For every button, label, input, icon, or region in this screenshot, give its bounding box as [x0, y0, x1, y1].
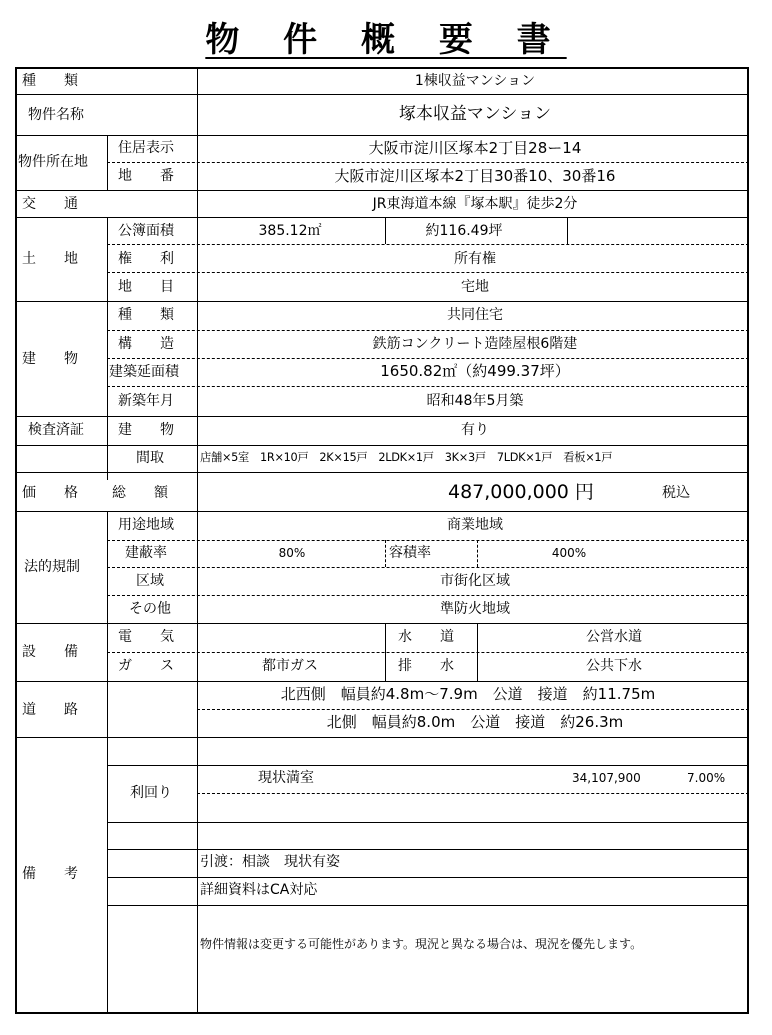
row-line [107, 330, 749, 331]
col-divider-sub [107, 511, 108, 1013]
layout-value: 店舗×5室 1R×10戸 2K×15戸 2LDK×1戸 3K×3戸 7LDK×1戸 看板×1戸 [200, 451, 613, 464]
building-built-label: 新築年月 [118, 393, 174, 409]
change-notice: 物件情報は変更する可能性があります。現況と異なる場合は、現況を優先します。 [200, 937, 643, 951]
row-line [107, 386, 749, 387]
building-floor-area-label: 建築延面積 [109, 364, 179, 380]
road-line-2: 北側 幅員約8.0m 公道 接道 約26.3m [326, 713, 624, 731]
col-divider-main-lower [197, 737, 198, 1013]
inspection-label: 検査済証 [28, 422, 84, 438]
far-value: 400% [551, 546, 587, 560]
price-sub-label: 総 額 [112, 485, 168, 501]
col-divider-main [197, 68, 198, 737]
building-built-value: 昭和48年5月築 [426, 393, 524, 409]
type-value: 1棟収益マンション [414, 73, 536, 89]
building-label: 建 物 [22, 351, 78, 367]
row-line [107, 358, 749, 359]
transport-label: 交 通 [22, 196, 78, 212]
row-line [107, 905, 749, 906]
zoning-label: 用途地域 [118, 517, 174, 533]
row-line [107, 849, 749, 850]
col-divider-land [567, 217, 568, 244]
gas-value: 都市ガス [262, 658, 318, 674]
handover-note: 引渡：相談 現状有姿 [200, 854, 340, 870]
row-line [107, 244, 749, 245]
road-label: 道 路 [22, 702, 78, 718]
row-line [107, 877, 749, 878]
row-line [16, 190, 749, 191]
drain-label: 排 水 [398, 658, 454, 674]
district-label: 区域 [136, 573, 164, 589]
row-line [107, 765, 749, 766]
other-label: その他 [129, 601, 171, 617]
row-line [16, 511, 749, 512]
facilities-label: 設 備 [22, 644, 78, 660]
layout-label: 間取 [136, 450, 164, 466]
building-floor-area-value: 1650.82㎡（約499.37坪） [380, 362, 570, 380]
building-kind-value: 共同住宅 [447, 307, 503, 323]
col-divider-legal [477, 540, 478, 567]
price-value: 487,000,000 円 [448, 481, 594, 503]
row-line [107, 822, 749, 823]
row-line [107, 567, 749, 568]
row-line [16, 623, 749, 624]
lot-value: 大阪市淀川区塚本2丁目30番10、30番16 [334, 167, 616, 185]
row-line [197, 793, 749, 794]
annual-income: 34,107,900 [572, 771, 641, 785]
gas-label: ガ ス [118, 658, 174, 674]
zoning-value: 商業地域 [447, 517, 503, 533]
location-label: 物件所在地 [18, 154, 88, 170]
land-label: 土 地 [22, 251, 78, 267]
row-line [16, 416, 749, 417]
row-line [107, 652, 749, 653]
occupancy-status: 現状満室 [258, 770, 314, 786]
land-rights-value: 所有権 [454, 251, 496, 267]
remarks-label: 備 考 [22, 866, 78, 882]
row-line [107, 272, 749, 273]
yield-label: 利回り [130, 785, 172, 801]
row-line [107, 162, 749, 163]
address-value: 大阪市淀川区塚本2丁目28ー14 [368, 139, 582, 157]
land-category-value: 宅地 [461, 279, 489, 295]
electric-label: 電 気 [118, 629, 174, 645]
address-label: 住居表示 [118, 140, 174, 156]
building-structure-label: 構 造 [118, 336, 174, 352]
name-label: 物件名称 [28, 107, 84, 123]
row-line [197, 709, 749, 710]
legal-label: 法的規制 [24, 559, 80, 575]
row-line [107, 595, 749, 596]
far-label: 容積率 [389, 545, 431, 561]
land-category-label: 地 目 [118, 279, 174, 295]
detail-note: 詳細資料はCA対応 [200, 882, 318, 898]
row-line [16, 301, 749, 302]
row-line [16, 94, 749, 95]
coverage-label: 建蔽率 [125, 545, 167, 561]
building-structure-value: 鉄筋コンクリート造陸屋根6階建 [372, 336, 578, 352]
road-line-1: 北西側 幅員約4.8m～7.9m 公道 接道 約11.75m [280, 685, 656, 703]
land-area-label: 公簿面積 [118, 223, 174, 239]
row-line [16, 135, 749, 136]
col-divider-legal [385, 540, 386, 567]
building-kind-label: 種 類 [118, 307, 174, 323]
row-line [16, 681, 749, 682]
inspection-sub-label: 建 物 [118, 422, 174, 438]
land-area-tsubo: 約116.49坪 [425, 223, 503, 239]
lot-label: 地 番 [118, 168, 174, 184]
col-divider-sub [107, 217, 108, 480]
row-line [107, 540, 749, 541]
water-label: 水 道 [398, 629, 454, 645]
other-value: 準防火地域 [440, 601, 510, 617]
district-value: 市街化区域 [440, 573, 510, 589]
inspection-value: 有り [461, 422, 489, 438]
land-rights-label: 権 利 [118, 251, 174, 267]
coverage-value: 80% [278, 546, 306, 560]
transport-value: JR東海道本線『塚本駅』徒歩2分 [372, 196, 578, 212]
document-title: 物 件 概 要 書 [205, 20, 567, 60]
name-value: 塚本収益マンション [398, 104, 552, 124]
yield-percent: 7.00% [687, 771, 726, 785]
price-tax: 税込 [662, 485, 690, 501]
row-line [16, 737, 749, 738]
row-line [16, 445, 749, 446]
water-value: 公営水道 [586, 629, 642, 645]
drain-value: 公共下水 [586, 658, 642, 674]
row-line [16, 472, 749, 473]
land-area-sqm: 385.12㎡ [258, 223, 322, 239]
row-line [16, 217, 749, 218]
type-label: 種 類 [22, 73, 78, 89]
col-divider-land [385, 217, 386, 244]
price-label: 価 格 [22, 485, 78, 501]
